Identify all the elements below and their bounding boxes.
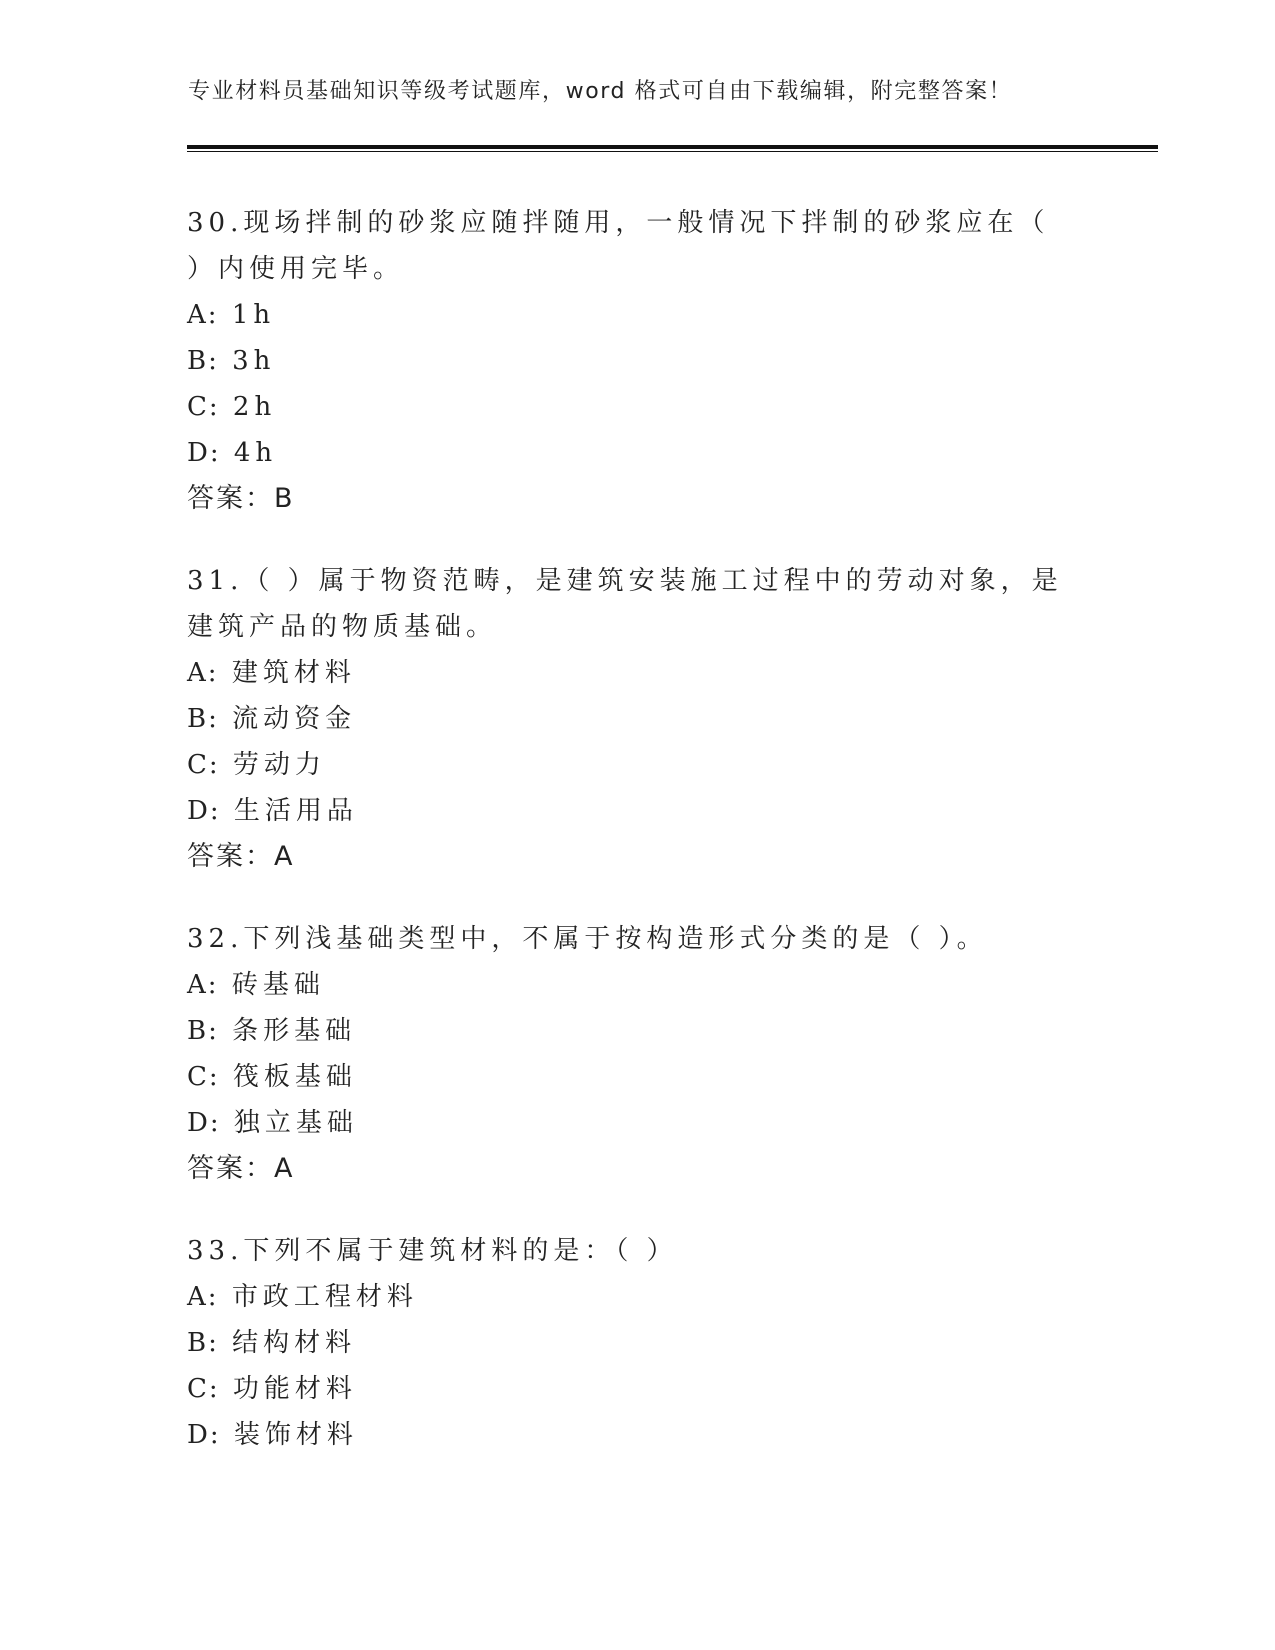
option-text: 功能材料 bbox=[232, 1374, 357, 1404]
option-letter: A: bbox=[187, 658, 219, 688]
option-letter: D: bbox=[187, 1108, 221, 1138]
answer-label: 答案：A bbox=[187, 841, 295, 872]
question-stem: 31.（ ）属于物资范畴，是建筑安装施工过程中的劳动对象，是建筑产品的物质基础。 bbox=[187, 566, 1063, 642]
option-text: 装饰材料 bbox=[233, 1420, 358, 1450]
answer-label: 答案：A bbox=[187, 1153, 295, 1184]
option-letter: A: bbox=[187, 300, 219, 330]
option-b bbox=[187, 696, 1087, 742]
option-letter: B: bbox=[187, 346, 219, 376]
question-stem: 33.下列不属于建筑材料的是：（ ） bbox=[187, 1236, 678, 1266]
option-letter: C: bbox=[187, 750, 220, 780]
question-30 bbox=[187, 200, 1087, 522]
option-letter: B: bbox=[187, 1016, 219, 1046]
option-b bbox=[187, 1008, 1087, 1054]
option-c bbox=[187, 742, 1087, 788]
option-d bbox=[187, 430, 1087, 476]
option-text: 独立基础 bbox=[233, 1108, 358, 1138]
option-b bbox=[187, 338, 1087, 384]
option-letter: C: bbox=[187, 392, 220, 422]
question-31 bbox=[187, 558, 1087, 880]
question-32 bbox=[187, 916, 1087, 1192]
option-d bbox=[187, 1412, 1087, 1458]
option-text: 建筑材料 bbox=[231, 658, 356, 688]
page-header: 专业材料员基础知识等级考试题库，word 格式可自由下载编辑，附完整答案！ bbox=[188, 79, 1013, 104]
option-text: 条形基础 bbox=[232, 1016, 357, 1046]
header-rule-thin bbox=[187, 151, 1158, 152]
option-d bbox=[187, 788, 1087, 834]
option-letter: D: bbox=[187, 796, 221, 826]
option-text: 流动资金 bbox=[232, 704, 357, 734]
option-c bbox=[187, 1054, 1087, 1100]
question-33 bbox=[187, 1228, 1087, 1458]
option-text: 3h bbox=[232, 346, 276, 376]
option-letter: A: bbox=[187, 1282, 219, 1312]
option-text: 结构材料 bbox=[232, 1328, 357, 1358]
option-a bbox=[187, 962, 1087, 1008]
question-list bbox=[187, 200, 1087, 1494]
option-a bbox=[187, 650, 1087, 696]
option-text: 劳动力 bbox=[232, 750, 326, 780]
option-text: 4h bbox=[233, 438, 278, 468]
option-letter: C: bbox=[187, 1062, 220, 1092]
question-stem: 32.下列浅基础类型中，不属于按构造形式分类的是（ ）。 bbox=[187, 924, 988, 954]
option-text: 生活用品 bbox=[233, 796, 358, 826]
option-letter: D: bbox=[187, 438, 221, 468]
option-c bbox=[187, 384, 1087, 430]
option-text: 筏板基础 bbox=[232, 1062, 357, 1092]
option-letter: B: bbox=[187, 704, 219, 734]
option-text: 1h bbox=[231, 300, 276, 330]
option-letter: C: bbox=[187, 1374, 220, 1404]
option-text: 市政工程材料 bbox=[231, 1282, 418, 1312]
option-letter: A: bbox=[187, 970, 219, 1000]
option-d bbox=[187, 1100, 1087, 1146]
header-rule-thick bbox=[187, 145, 1158, 149]
option-a bbox=[187, 1274, 1087, 1320]
option-a bbox=[187, 292, 1087, 338]
option-b bbox=[187, 1320, 1087, 1366]
option-text: 2h bbox=[232, 392, 277, 422]
option-text: 砖基础 bbox=[231, 970, 325, 1000]
option-letter: D: bbox=[187, 1420, 221, 1450]
question-stem: 30.现场拌制的砂浆应随拌随用，一般情况下拌制的砂浆应在（ ）内使用完毕。 bbox=[187, 208, 1050, 284]
answer-label: 答案：B bbox=[187, 483, 295, 514]
option-c bbox=[187, 1366, 1087, 1412]
option-letter: B: bbox=[187, 1328, 219, 1358]
